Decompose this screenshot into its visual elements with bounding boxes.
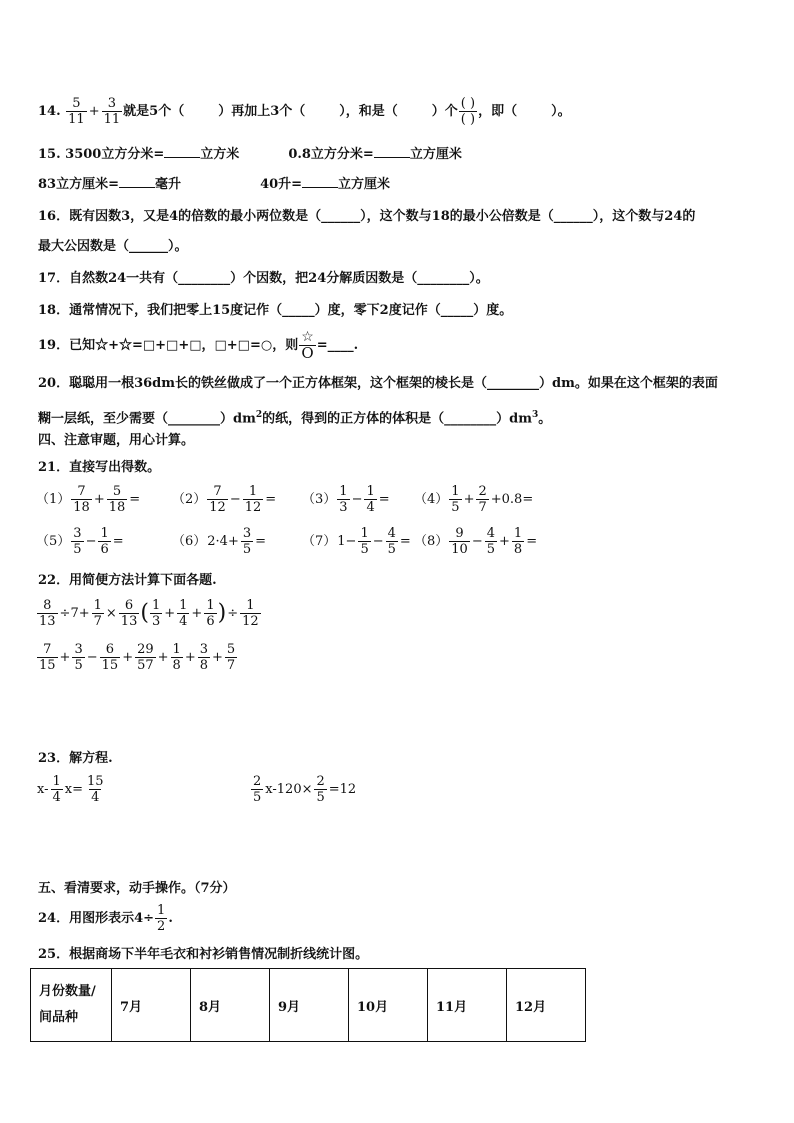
operator: − [372, 534, 384, 549]
operator: + [499, 534, 510, 549]
fraction: $\frac{1}{4}$ [179, 598, 188, 629]
fraction: $\frac{3}{5}$ [74, 642, 83, 673]
operator: + [191, 606, 203, 621]
item-label: （4） [414, 492, 449, 507]
operator: = [112, 534, 124, 549]
fraction: $\frac{3}{5}$ [73, 526, 82, 557]
fraction: $\frac{1}{12}$ [242, 598, 259, 629]
question-21-title: 21．直接写出得数。 [38, 460, 161, 475]
equation-2 [250, 774, 357, 805]
fraction: $\frac{6}{13}$ [120, 598, 138, 629]
question-22-expression-1 [36, 598, 262, 629]
month-cell: 11月 [428, 969, 507, 1042]
item-label: （2） [172, 492, 207, 507]
operator: 1− [337, 534, 357, 549]
operator: = [526, 534, 538, 549]
operator: =12 [328, 782, 357, 797]
operator: + [164, 606, 176, 621]
table-header-cell: 月份数量/ 间品种 [31, 969, 112, 1042]
operator: 2·4+ [207, 534, 239, 549]
operator: = [265, 492, 277, 507]
item-label: （5） [36, 534, 71, 549]
calc-item [172, 484, 277, 515]
fraction: $\frac{1}{5}$ [451, 484, 460, 515]
question-23-title: 23．解方程. [38, 751, 113, 766]
operator: = [255, 534, 267, 549]
operator: − [85, 534, 97, 549]
fraction: $\frac{1}{12}$ [244, 484, 262, 515]
parenthesis: ) [217, 600, 227, 626]
question-19: 19．已知☆+☆=□+□+□，□+□=○，则 $\frac{☆}{O}$ =____. [38, 329, 359, 362]
item-label: （7） [302, 534, 337, 549]
fraction: $\frac{1}{6}$ [206, 598, 215, 629]
fraction: $\frac{4}{5}$ [486, 526, 496, 557]
operator: + [212, 650, 223, 665]
fraction: $\frac{2}{7}$ [478, 484, 487, 515]
parenthesis: ( [140, 600, 149, 626]
operator: = [378, 492, 390, 507]
question-15-line-1: 15. 3500立方分米= 立方米 0.8立方分米= 立方厘米 [38, 147, 462, 162]
operator: ÷7+ [59, 606, 90, 621]
operator: +0.8= [490, 492, 534, 507]
operator: + [59, 650, 71, 665]
month-cell: 8月 [191, 969, 270, 1042]
fraction: $\frac{2}{5}$ [316, 774, 325, 805]
calc-item [414, 526, 538, 557]
operator: + [122, 650, 134, 665]
section-5-heading: 五、看清要求，动手操作。（7分） [38, 881, 236, 896]
calc-item [302, 526, 412, 557]
question-20-line-1: 20．聪聪用一根36dm长的铁丝做成了一个正方体框架，这个框架的棱长是（________）dm。如果在这个框架的表面 [38, 376, 718, 391]
month-cell: 9月 [270, 969, 349, 1042]
fraction: $\frac{29}{57}$ [137, 642, 154, 673]
operator: + [463, 492, 475, 507]
fraction: $\frac{5}{7}$ [226, 642, 236, 673]
fraction: $\frac{4}{5}$ [387, 526, 396, 557]
fraction: $\frac{6}{15}$ [101, 642, 119, 673]
fraction: $\frac{1}{6}$ [100, 526, 109, 557]
operator: + [157, 650, 169, 665]
question-15-line-2: 83立方厘米= 毫升 40升= 立方厘米 [38, 177, 391, 192]
fraction: $\frac{1}{4}$ [366, 484, 375, 515]
item-label: （3） [302, 492, 337, 507]
fraction: $\frac{9}{10}$ [451, 526, 468, 557]
fraction: $\frac{1}{3}$ [339, 484, 348, 515]
item-label: （8） [414, 534, 449, 549]
question-16-line-2: 最大公因数是（______）。 [38, 239, 188, 254]
fraction: $\frac{1}{5}$ [360, 526, 369, 557]
question-17: 17．自然数24一共有（________）个因数，把24分解质因数是（________）。 [38, 271, 489, 286]
question-25-title: 25．根据商场下半年毛衣和衬衫销售情况制折线统计图。 [38, 947, 369, 962]
month-cell: 10月 [349, 969, 428, 1042]
fraction: $\frac{1}{8}$ [172, 642, 181, 673]
question-22-title: 22．用简便方法计算下面各题. [38, 573, 217, 588]
operator: − [351, 492, 363, 507]
fraction: $\frac{3}{5}$ [242, 526, 252, 557]
fraction: $\frac{2}{5}$ [253, 774, 262, 805]
fraction: $\frac{1}{8}$ [513, 526, 523, 557]
calc-item [172, 526, 267, 557]
item-label: （6） [172, 534, 207, 549]
fraction: $\frac{8}{13}$ [39, 598, 56, 629]
fraction: $\frac{1}{3}$ [151, 598, 161, 629]
question-14: 14. $\frac{5}{11}$ + $\frac{3}{11}$ 就是5个（ ）再加上3个（ ），和是（ ）个 $\frac{( )}{( )}$ ，即（ ）。 [38, 96, 571, 127]
calc-item [302, 484, 391, 515]
section-4-heading: 四、注意审题，用心计算。 [38, 433, 195, 448]
question-20-line-2: 糊一层纸，至少需要$(\_\_\_\_\_\_\_\_)dm^2$的纸，得到的正方体的体积是$(\_\_\_\_\_\_\_\_)dm^3$。 [38, 410, 552, 427]
operator: + [93, 492, 105, 507]
fraction: $\frac{15}{4}$ [87, 774, 104, 805]
question-16-line-1: 16．既有因数3，又是4的倍数的最小两位数是（______），这个数与18的最小公倍数是（______），这个数与24的 [38, 209, 696, 224]
operator: − [86, 650, 98, 665]
fraction: $\frac{5}{11}$ [68, 96, 85, 127]
question-22-expression-2 [36, 642, 238, 673]
operator: − [229, 492, 241, 507]
month-cell: 12月 [507, 969, 586, 1042]
calc-item [36, 484, 141, 515]
question-24: 24．用图形表示4÷ $\frac{1}{2}$ . [38, 903, 173, 934]
operator: = [399, 534, 411, 549]
calc-item [36, 526, 125, 557]
month-cell: 7月 [112, 969, 191, 1042]
item-label: （1） [36, 492, 71, 507]
fraction-star-circle: $\frac{☆}{O}$ [301, 329, 314, 362]
operator: + [184, 650, 196, 665]
fraction: $\frac{1}{4}$ [52, 774, 61, 805]
fraction: $\frac{5}{18}$ [108, 484, 126, 515]
operator: x= [64, 782, 84, 797]
question-18: 18．通常情况下，我们把零上15度记作（_____）度，零下2度记作（_____）度。 [38, 303, 513, 318]
fraction: $\frac{3}{8}$ [199, 642, 209, 673]
operator: = [129, 492, 141, 507]
operator: x-120× [265, 782, 313, 797]
fraction-blank: $\frac{( )}{( )}$ [460, 96, 476, 127]
operator: − [471, 534, 483, 549]
fraction: $\frac{7}{12}$ [209, 484, 226, 515]
operator: × [105, 606, 117, 621]
fraction: $\frac{1}{2}$ [157, 903, 166, 934]
table-row [31, 969, 586, 1042]
equation-1 [36, 774, 107, 805]
fraction: $\frac{3}{11}$ [103, 96, 121, 127]
sales-table [30, 968, 586, 1042]
operator: ÷ [227, 606, 239, 621]
calc-item [414, 484, 534, 515]
fraction: $\frac{1}{7}$ [93, 598, 102, 629]
fraction: $\frac{7}{15}$ [39, 642, 56, 673]
fraction: $\frac{7}{18}$ [73, 484, 90, 515]
operator: x- [37, 782, 49, 797]
